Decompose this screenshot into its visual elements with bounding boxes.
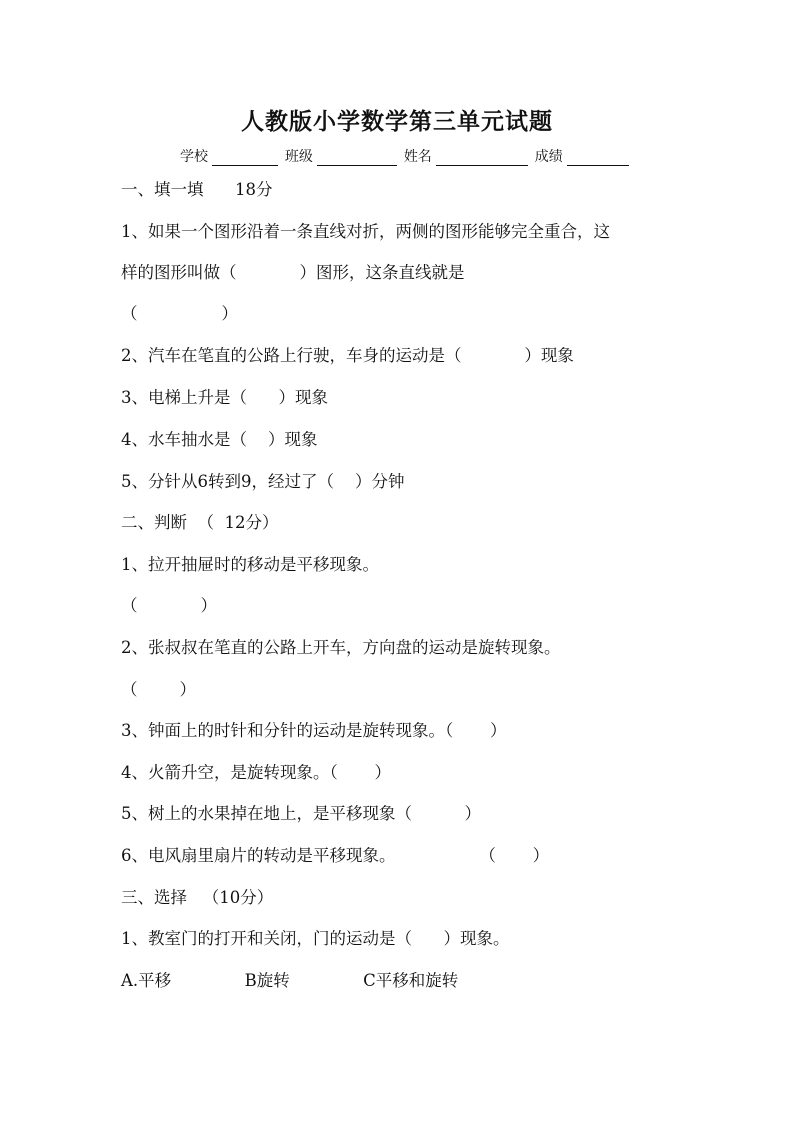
- choice-question-1: 1、教室门的打开和关闭，门的运动是（ ）现象。: [121, 929, 510, 948]
- fill-question-1-line-1: 1、如果一个图形沿着一条直线对折，两侧的图形能够完全重合，这: [121, 222, 610, 241]
- judge-question-2-answer: （ ）: [121, 680, 196, 699]
- section-choice-heading: 三、选择 （10分）: [121, 888, 274, 907]
- school-label: 学校: [180, 149, 208, 165]
- section-judge-heading: 二、判断 （ 12分）: [121, 513, 279, 532]
- fill-question-1-line-2: 样的图形叫做（ ）图形，这条直线就是: [121, 263, 465, 282]
- class-blank[interactable]: [317, 149, 397, 166]
- judge-question-2: 2、张叔叔在笔直的公路上开车，方向盘的运动是旋转现象。: [121, 638, 561, 657]
- fill-question-5: 5、分针从6转到9，经过了（ ）分钟: [121, 472, 405, 491]
- judge-question-5: 5、树上的水果掉在地上，是平移现象（ ）: [121, 804, 481, 823]
- fill-question-2: 2、汽车在笔直的公路上行驶，车身的运动是（ ）现象: [121, 346, 574, 365]
- score-blank[interactable]: [567, 149, 629, 166]
- student-info-row: [180, 146, 631, 166]
- class-label: 班级: [284, 149, 313, 165]
- judge-question-6: 6、电风扇里扇片的转动是平移现象。 （ ）: [121, 846, 550, 865]
- section-fill-in-heading: 一、填一填 18分: [121, 180, 273, 199]
- choice-question-1-options: A.平移 B旋转 C平移和旋转: [121, 971, 459, 990]
- fill-question-1-line-3: （ ）: [121, 304, 238, 323]
- judge-question-3: 3、钟面上的时针和分针的运动是旋转现象。（ ）: [121, 721, 507, 740]
- page-title: 人教版小学数学第三单元试题: [241, 109, 553, 135]
- name-blank[interactable]: [436, 149, 528, 166]
- judge-question-1: 1、拉开抽屉时的移动是平移现象。: [121, 555, 379, 574]
- judge-question-4: 4、火箭升空，是旋转现象。（ ）: [121, 763, 391, 782]
- fill-question-3: 3、电梯上升是（ ）现象: [121, 388, 328, 407]
- score-label: 成绩: [534, 149, 563, 165]
- school-blank[interactable]: [212, 149, 278, 166]
- fill-question-4: 4、水车抽水是（ ）现象: [121, 430, 318, 449]
- name-label: 姓名: [403, 149, 432, 165]
- judge-question-1-answer: （ ）: [121, 596, 217, 615]
